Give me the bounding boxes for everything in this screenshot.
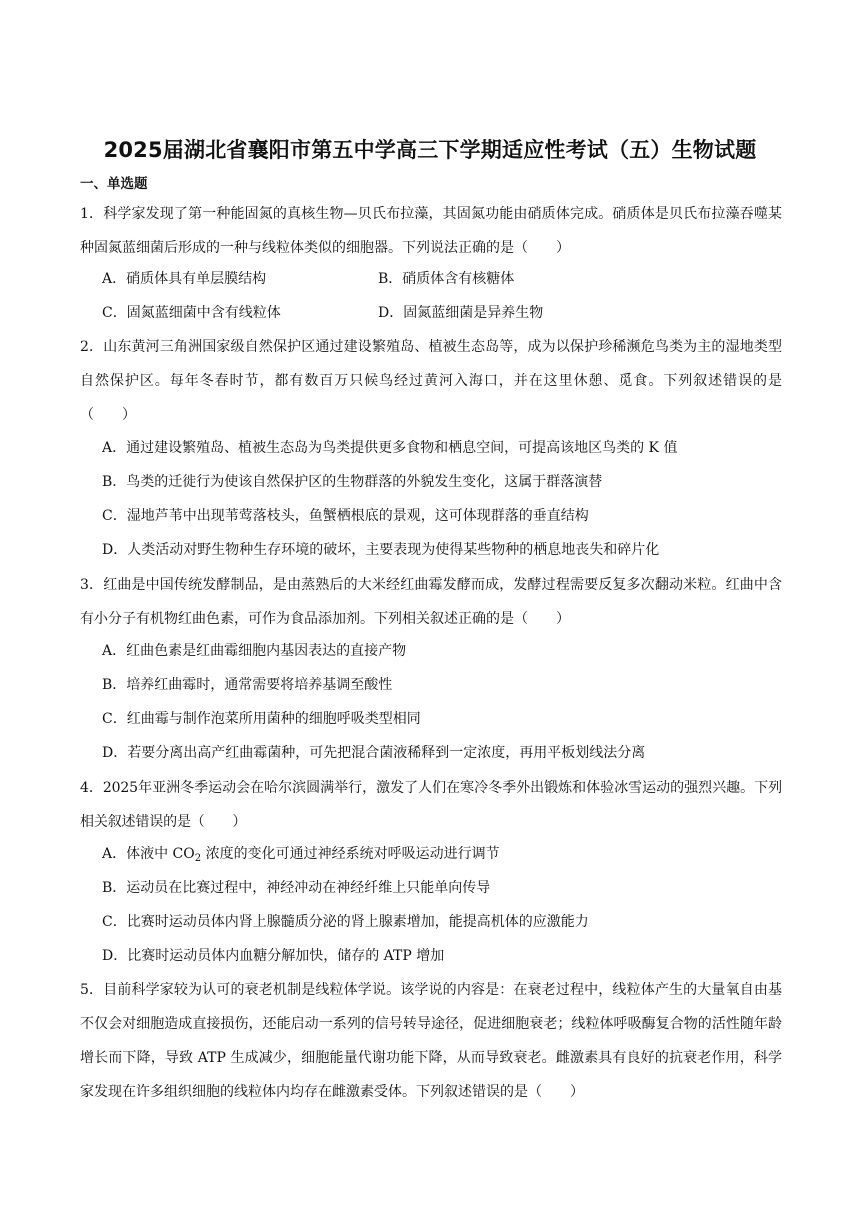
question-1-option-a: A．硝质体具有单层膜结构	[102, 271, 267, 287]
question-2-option-d: D．人类活动对野生物种生存环境的破坏，主要表现为使得某些物种的栖息地丧失和碎片化	[102, 542, 660, 558]
question-1-stem: 1．科学家发现了第一种能固氮的真核生物—贝氏布拉藻，其固氮功能由硝质体完成。硝质体是贝氏布拉藻吞噬某种固氮蓝细菌后形成的一种与线粒体类似的细胞器。下列说法正确的是（ ）	[80, 206, 782, 256]
question-5-stem: 5．目前科学家较为认可的衰老机制是线粒体学说。该学说的内容是：在衰老过程中，线粒体产生的大量氧自由基不仅会对细胞造成直接损伤，还能启动一系列的信号转导途径，促进细胞衰老；线粒体呼吸酶复合物的活性随年龄增长而下降，导致 ATP 生成减少，细胞能量代谢功能下降，从而导致衰老。雌激素具有良好的抗衰老作用，科学家发现在许多组织细胞的线粒体内均存在雌激素受体。下列叙述错误的是（ ）	[80, 982, 782, 1100]
question-3-option-a: A．红曲色素是红曲霉细胞内基因表达的直接产物	[102, 643, 407, 659]
question-1-option-b: B．硝质体含有核糖体	[378, 271, 515, 287]
question-2-option-b: B．鸟类的迁徙行为使该自然保护区的生物群落的外貌发生变化，这属于群落演替	[102, 474, 603, 490]
section-heading: 一、单选题	[80, 176, 148, 192]
question-4-stem: 4．2025年亚洲冬季运动会在哈尔滨圆满举行，激发了人们在寒冷冬季外出锻炼和体验冰雪运动的强烈兴趣。下列相关叙述错误的是（ ）	[80, 780, 782, 830]
question-2-option-c: C．湿地芦苇中出现苇莺落枝头，鱼蟹栖根底的景观，这可体现群落的垂直结构	[102, 508, 589, 524]
question-2-stem: 2．山东黄河三角洲国家级自然保护区通过建设繁殖岛、植被生态岛等，成为以保护珍稀濒危鸟类为主的湿地类型自然保护区。每年冬春时节，都有数百万只候鸟经过黄河入海口，并在这里休憩、觅食。下列叙述错误的是（ ）	[80, 339, 782, 423]
question-4-option-d: D．比赛时运动员体内血糖分解加快，储存的 ATP 增加	[102, 948, 445, 964]
document-title: 2025届湖北省襄阳市第五中学高三下学期适应性考试（五）生物试题	[103, 138, 757, 162]
question-3-option-b: B．培养红曲霉时，通常需要将培养基调至酸性	[102, 677, 393, 693]
question-4-option-b: B．运动员在比赛过程中，神经冲动在神经纤维上只能单向传导	[102, 880, 491, 896]
question-1-option-c: C．固氮蓝细菌中含有线粒体	[102, 305, 281, 321]
co2-subscript: 2	[194, 853, 202, 864]
option-a-text-end: 浓度的变化可通过神经系统对呼吸运动进行调节	[201, 846, 500, 862]
question-4-option-c: C．比赛时运动员体内肾上腺髓质分泌的肾上腺素增加，能提高机体的应激能力	[102, 914, 589, 930]
question-2-option-a: A．通过建设繁殖岛、植被生态岛为鸟类提供更多食物和栖息空间，可提高该地区鸟类的 K 值	[102, 440, 678, 456]
question-3-option-c: C．红曲霉与制作泡菜所用菌种的细胞呼吸类型相同	[102, 711, 421, 727]
question-3-stem: 3．红曲是中国传统发酵制品，是由蒸熟后的大米经红曲霉发酵而成，发酵过程需要反复多次翻动米粒。红曲中含有小分子有机物红曲色素，可作为食品添加剂。下列相关叙述正确的是（ ）	[80, 577, 782, 627]
question-4-option-a	[102, 842, 500, 866]
question-1-option-d: D．固氮蓝细菌是异养生物	[378, 305, 544, 321]
question-3-option-d: D．若要分离出高产红曲霉菌种，可先把混合菌液稀释到一定浓度，再用平板划线法分离	[102, 745, 646, 761]
option-a-text-start: A．体液中 CO	[102, 846, 195, 862]
